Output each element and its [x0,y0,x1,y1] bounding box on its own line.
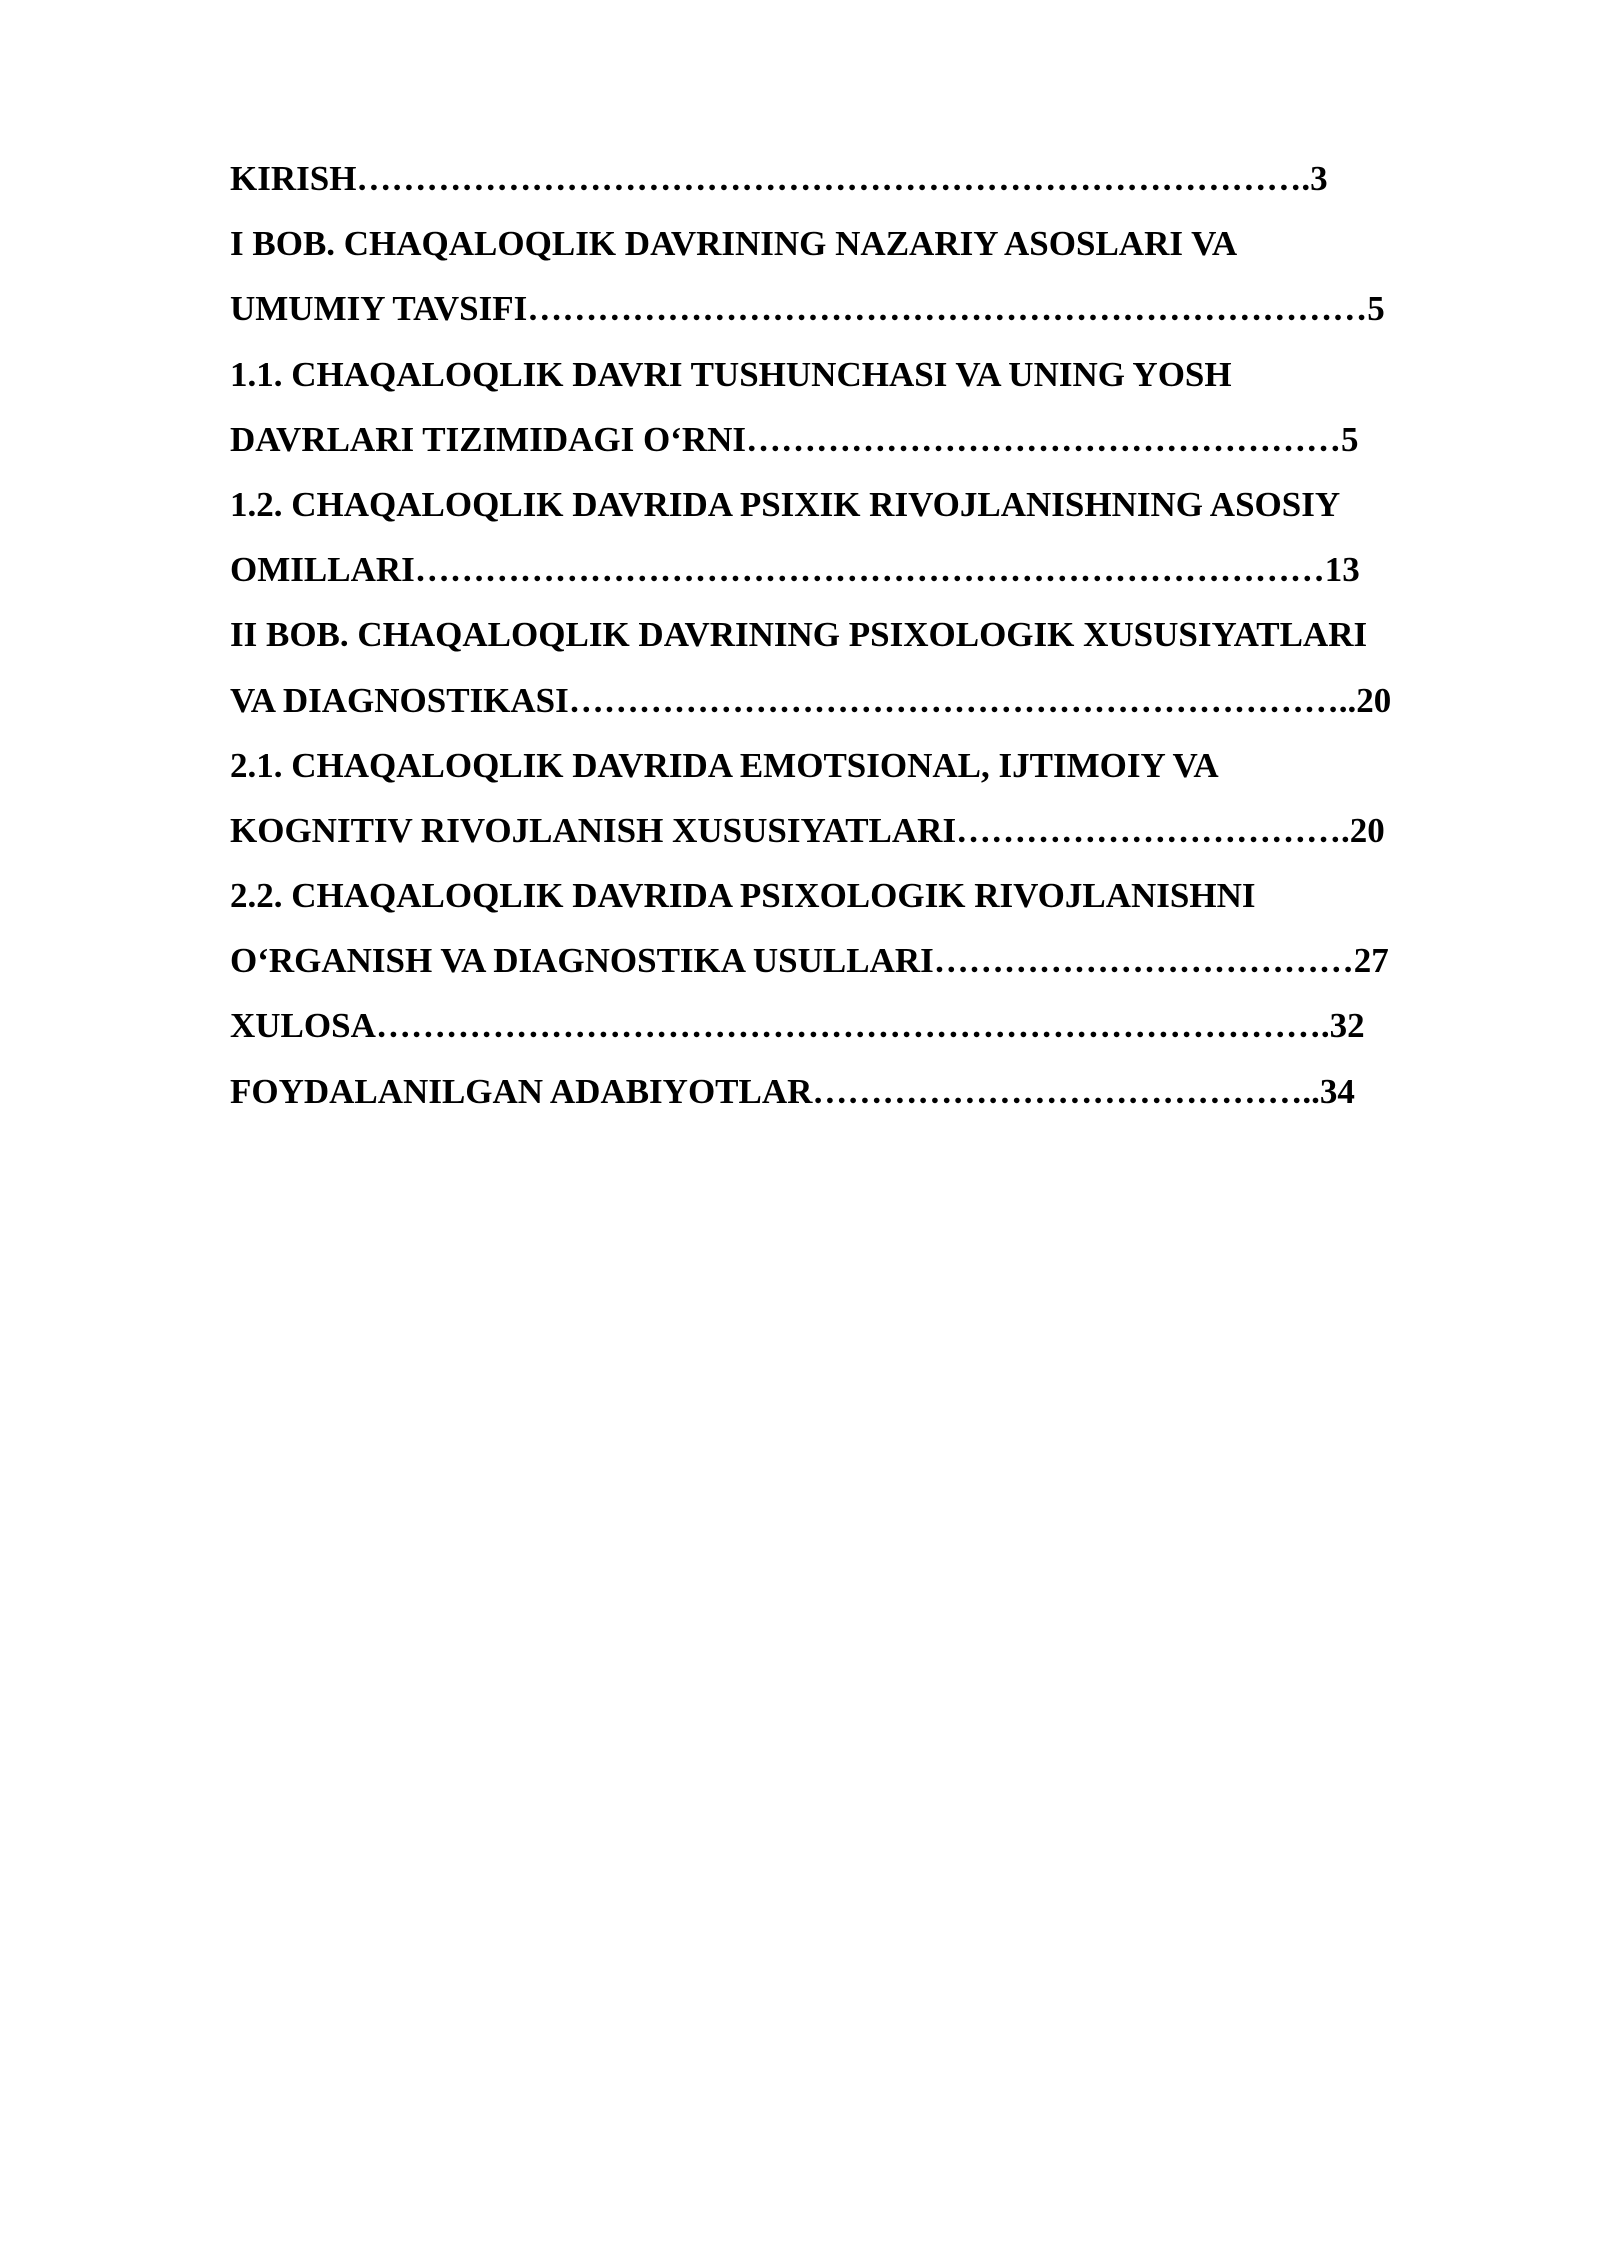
toc-line-chapter-1-title-cont: UMUMIY TAVSIFI………………………………………………………………5 [230,289,1385,329]
toc-line-kirish: KIRISH……………………………………………………………………….3 [230,159,1328,198]
toc-line-adabiyotlar: FOYDALANILGAN ADABIYOTLAR……………………………………..34 [230,1071,1355,1111]
toc-line-chapter-1-title: I BOB. CHAQALOQLIK DAVRINING NAZARIY ASOSLARI VA [230,224,1238,264]
toc-line-section-1-2: 1.2. CHAQALOQLIK DAVRIDA PSIXIK RIVOJLANISHNING ASOSIY [230,484,1341,524]
toc-line-section-2-1: 2.1. CHAQALOQLIK DAVRIDA EMOTSIONAL, IJTIMOIY VA [230,745,1219,785]
toc-line-section-2-1-cont: KOGNITIV RIVOJLANISH XUSUSIYATLARI…………………………….20 [230,810,1385,850]
toc-line-section-1-1: 1.1. CHAQALOQLIK DAVRI TUSHUNCHASI VA UNING YOSH [230,354,1232,394]
toc-line-chapter-2-title: II BOB. CHAQALOQLIK DAVRINING PSIXOLOGIK XUSUSIYATLARI [230,615,1368,655]
toc-line-chapter-2-title-cont: VA DIAGNOSTIKASI…………………………………………………………..20 [230,680,1392,720]
toc-line-section-1-2-cont: OMILLARI……………………………………………………………………13 [230,550,1360,590]
toc-line-section-2-2-cont: O‘RGANISH VA DIAGNOSTIKA USULLARI………………………………27 [230,941,1389,981]
toc-line-section-1-1-cont: DAVRLARI TIZIMIDAGI O‘RNI……………………………………………5 [230,419,1359,459]
table-of-contents [230,146,1500,1124]
toc-line-xulosa: XULOSA……………………………………………………………………….32 [230,1006,1365,1046]
toc-line-section-2-2: 2.2. CHAQALOQLIK DAVRIDA PSIXOLOGIK RIVOJLANISHNI [230,876,1256,916]
